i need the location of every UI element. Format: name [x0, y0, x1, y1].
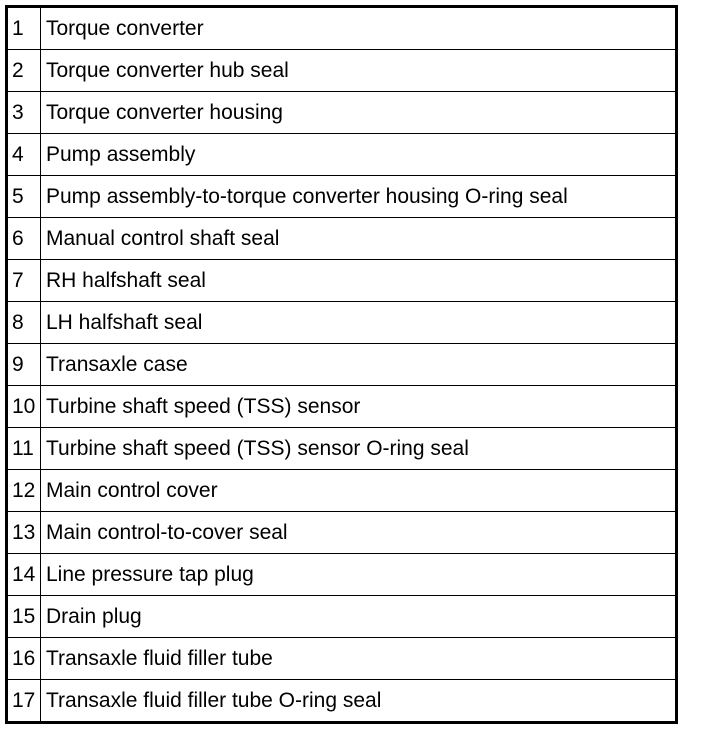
item-number: 5: [7, 176, 41, 218]
item-description: Turbine shaft speed (TSS) sensor: [41, 386, 677, 428]
table-row: [7, 680, 677, 723]
table-row: [7, 7, 677, 50]
item-description: Line pressure tap plug: [41, 554, 677, 596]
item-description: Drain plug: [41, 596, 677, 638]
table-row: [7, 638, 677, 680]
item-description: Turbine shaft speed (TSS) sensor O-ring seal: [41, 428, 677, 470]
item-number: 13: [7, 512, 41, 554]
item-number: 6: [7, 218, 41, 260]
item-number: 17: [7, 680, 41, 723]
table-row: [7, 596, 677, 638]
item-description: Transaxle case: [41, 344, 677, 386]
parts-legend-body: [7, 7, 677, 723]
item-description: Torque converter hub seal: [41, 50, 677, 92]
table-row: [7, 92, 677, 134]
item-description: RH halfshaft seal: [41, 260, 677, 302]
item-number: 2: [7, 50, 41, 92]
table-row: [7, 554, 677, 596]
table-row: [7, 470, 677, 512]
table-row: [7, 302, 677, 344]
item-number: 7: [7, 260, 41, 302]
table-row: [7, 50, 677, 92]
item-description: Main control cover: [41, 470, 677, 512]
table-row: [7, 260, 677, 302]
item-description: Pump assembly-to-torque converter housing O-ring seal: [41, 176, 677, 218]
item-description: LH halfshaft seal: [41, 302, 677, 344]
item-number: 12: [7, 470, 41, 512]
table-row: [7, 512, 677, 554]
parts-legend-table: [5, 5, 678, 724]
table-row: [7, 428, 677, 470]
item-number: 3: [7, 92, 41, 134]
table-row: [7, 176, 677, 218]
item-number: 1: [7, 7, 41, 50]
item-description: Manual control shaft seal: [41, 218, 677, 260]
item-number: 14: [7, 554, 41, 596]
item-description: Torque converter: [41, 7, 677, 50]
item-description: Transaxle fluid filler tube: [41, 638, 677, 680]
item-number: 16: [7, 638, 41, 680]
item-description: Transaxle fluid filler tube O-ring seal: [41, 680, 677, 723]
item-description: Torque converter housing: [41, 92, 677, 134]
item-description: Main control-to-cover seal: [41, 512, 677, 554]
item-number: 15: [7, 596, 41, 638]
item-number: 9: [7, 344, 41, 386]
item-number: 10: [7, 386, 41, 428]
table-row: [7, 218, 677, 260]
item-number: 4: [7, 134, 41, 176]
table-row: [7, 386, 677, 428]
item-number: 11: [7, 428, 41, 470]
table-row: [7, 134, 677, 176]
item-number: 8: [7, 302, 41, 344]
item-description: Pump assembly: [41, 134, 677, 176]
table-row: [7, 344, 677, 386]
